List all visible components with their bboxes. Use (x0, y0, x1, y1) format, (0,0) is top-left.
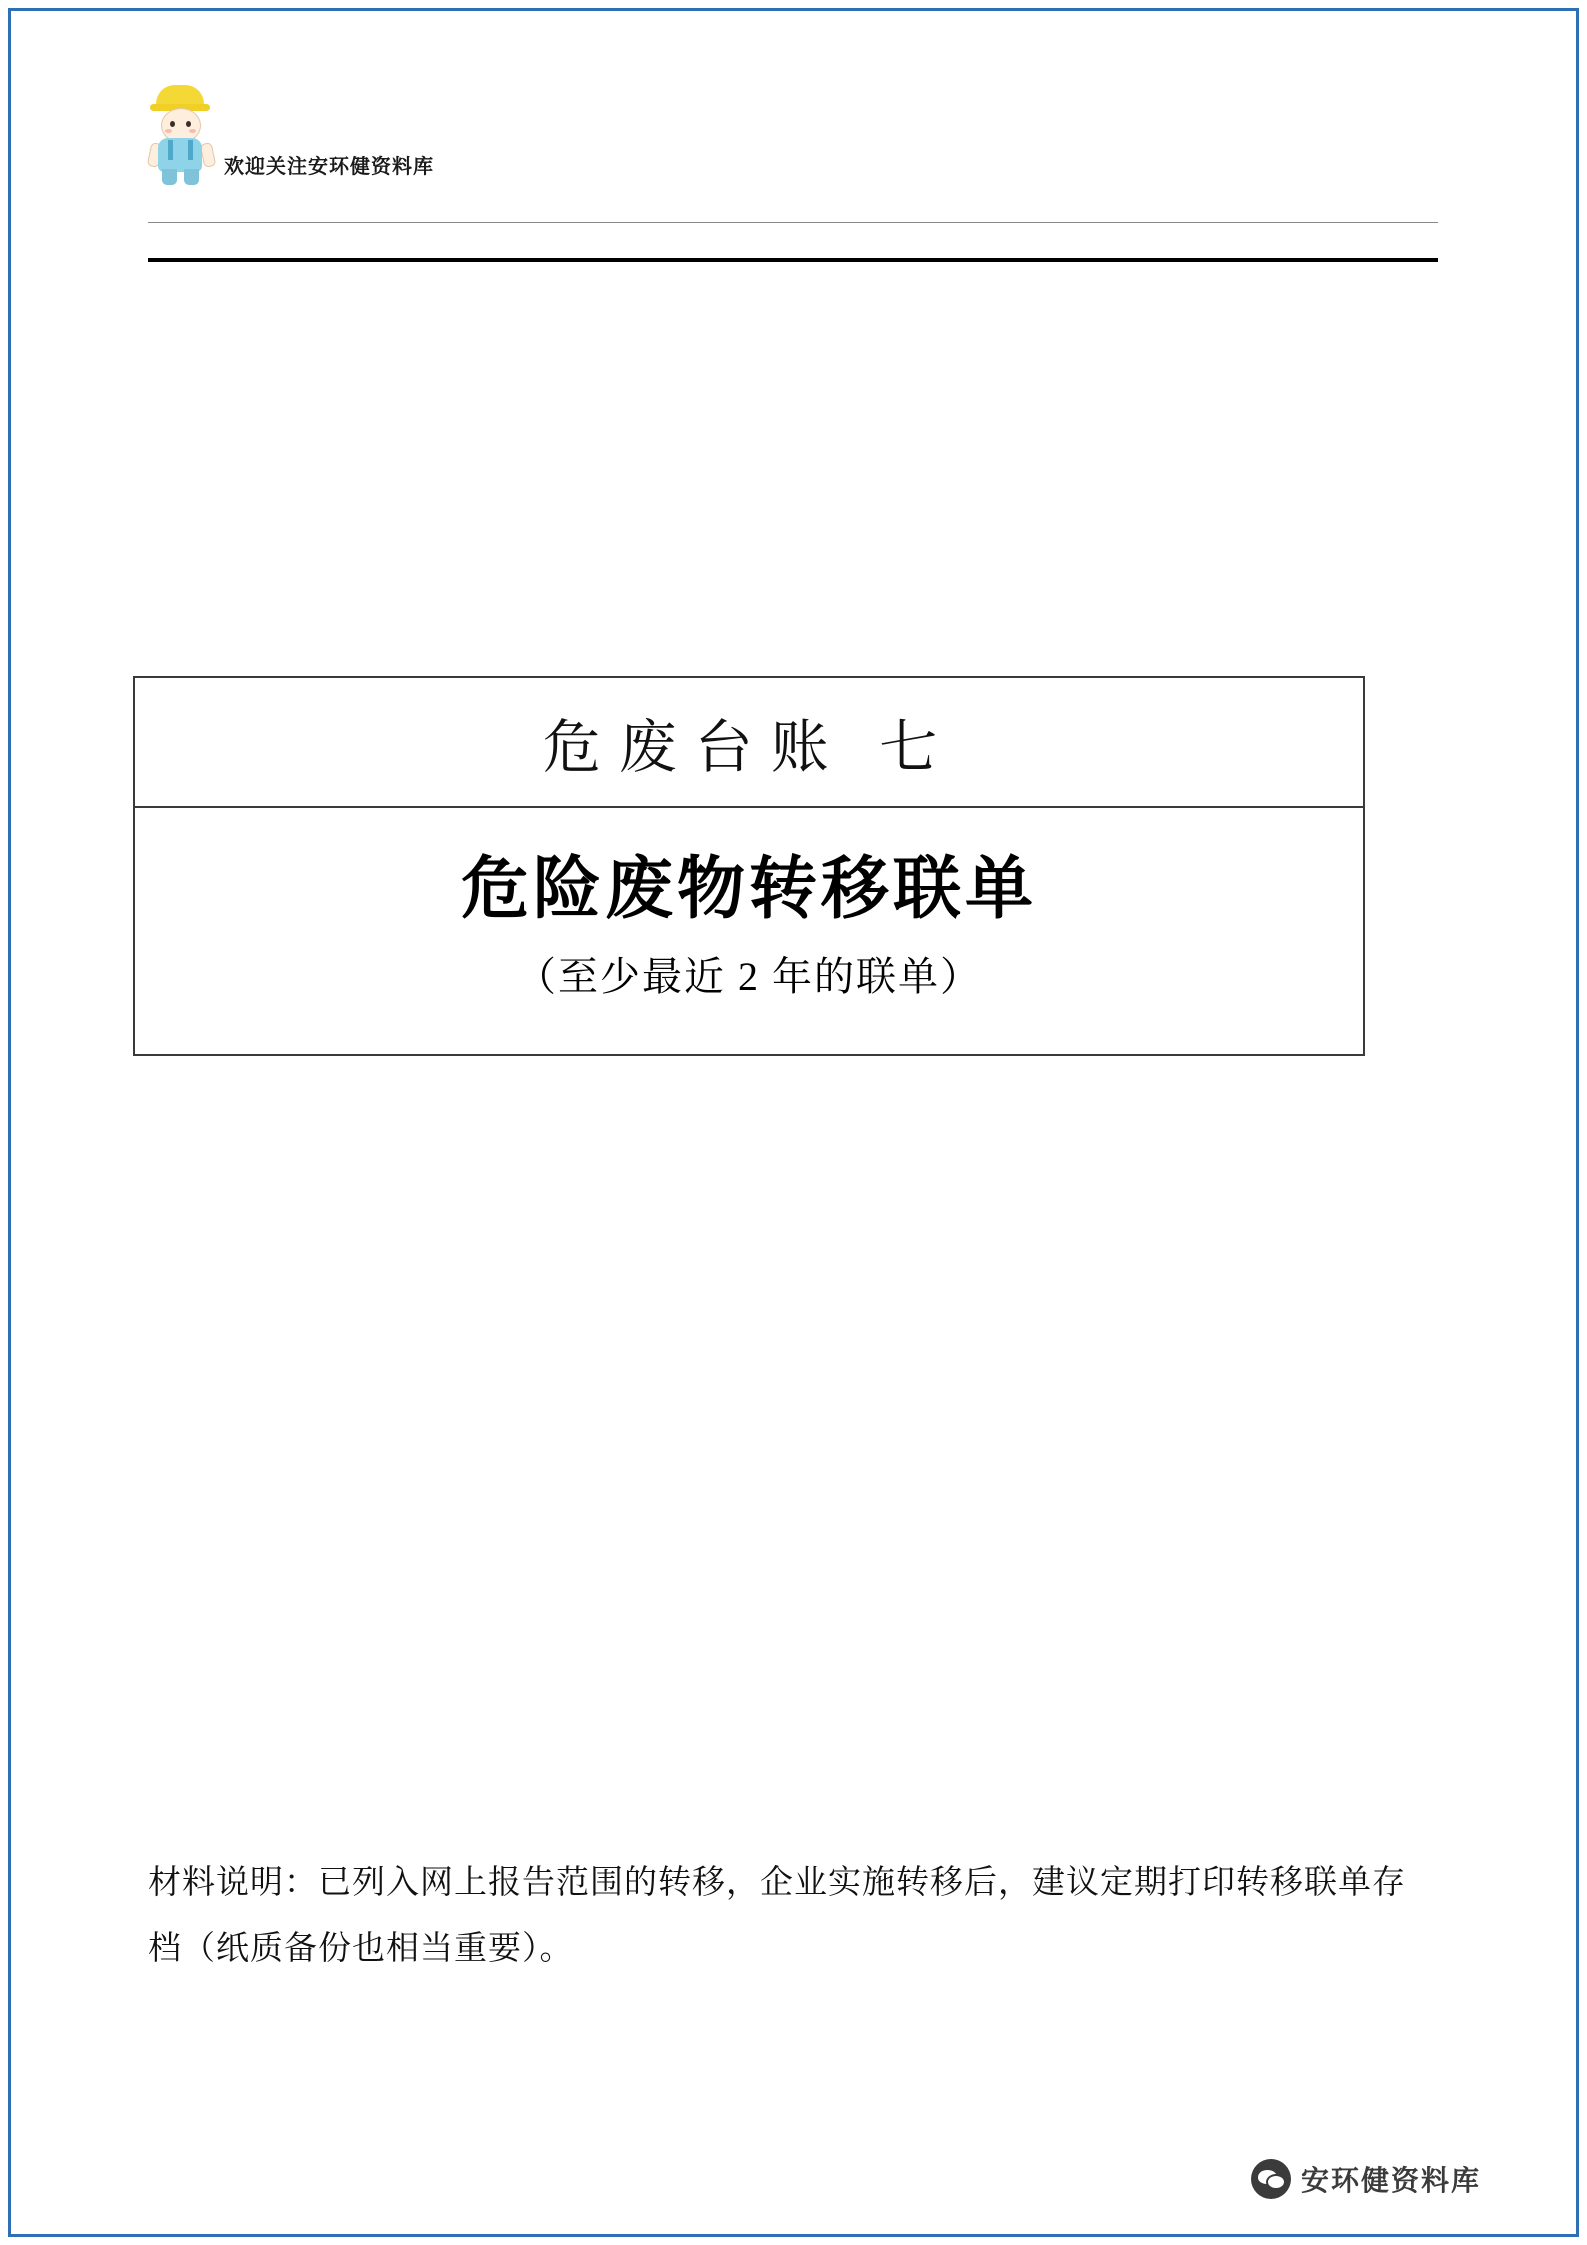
header-rule-thin (148, 222, 1438, 223)
header-rule-thick (148, 258, 1438, 262)
ledger-label-row (135, 678, 1363, 808)
document-header (148, 72, 1288, 187)
material-note: 材料说明：已列入网上报告范围的转移，企业实施转移后，建议定期打印转移联单存档（纸质备份也相当重要）。 (148, 1865, 1406, 1967)
ledger-label: 危废台账 七 (542, 715, 956, 780)
title-main-block (135, 808, 1363, 1054)
footer-label: 安环健资料库 (1300, 2165, 1481, 2196)
page-title: 危险废物转移联单 (460, 851, 1037, 927)
page-subtitle: （至少最近 2 年的联单） (516, 953, 982, 999)
header-promo-text: 欢迎关注安环健资料库 (224, 156, 434, 178)
header-logo-row (148, 72, 1288, 187)
title-box (133, 676, 1365, 1056)
wechat-icon (1251, 2159, 1291, 2199)
footer-watermark (1241, 2153, 1491, 2205)
construction-worker-mascot-icon (148, 83, 214, 187)
